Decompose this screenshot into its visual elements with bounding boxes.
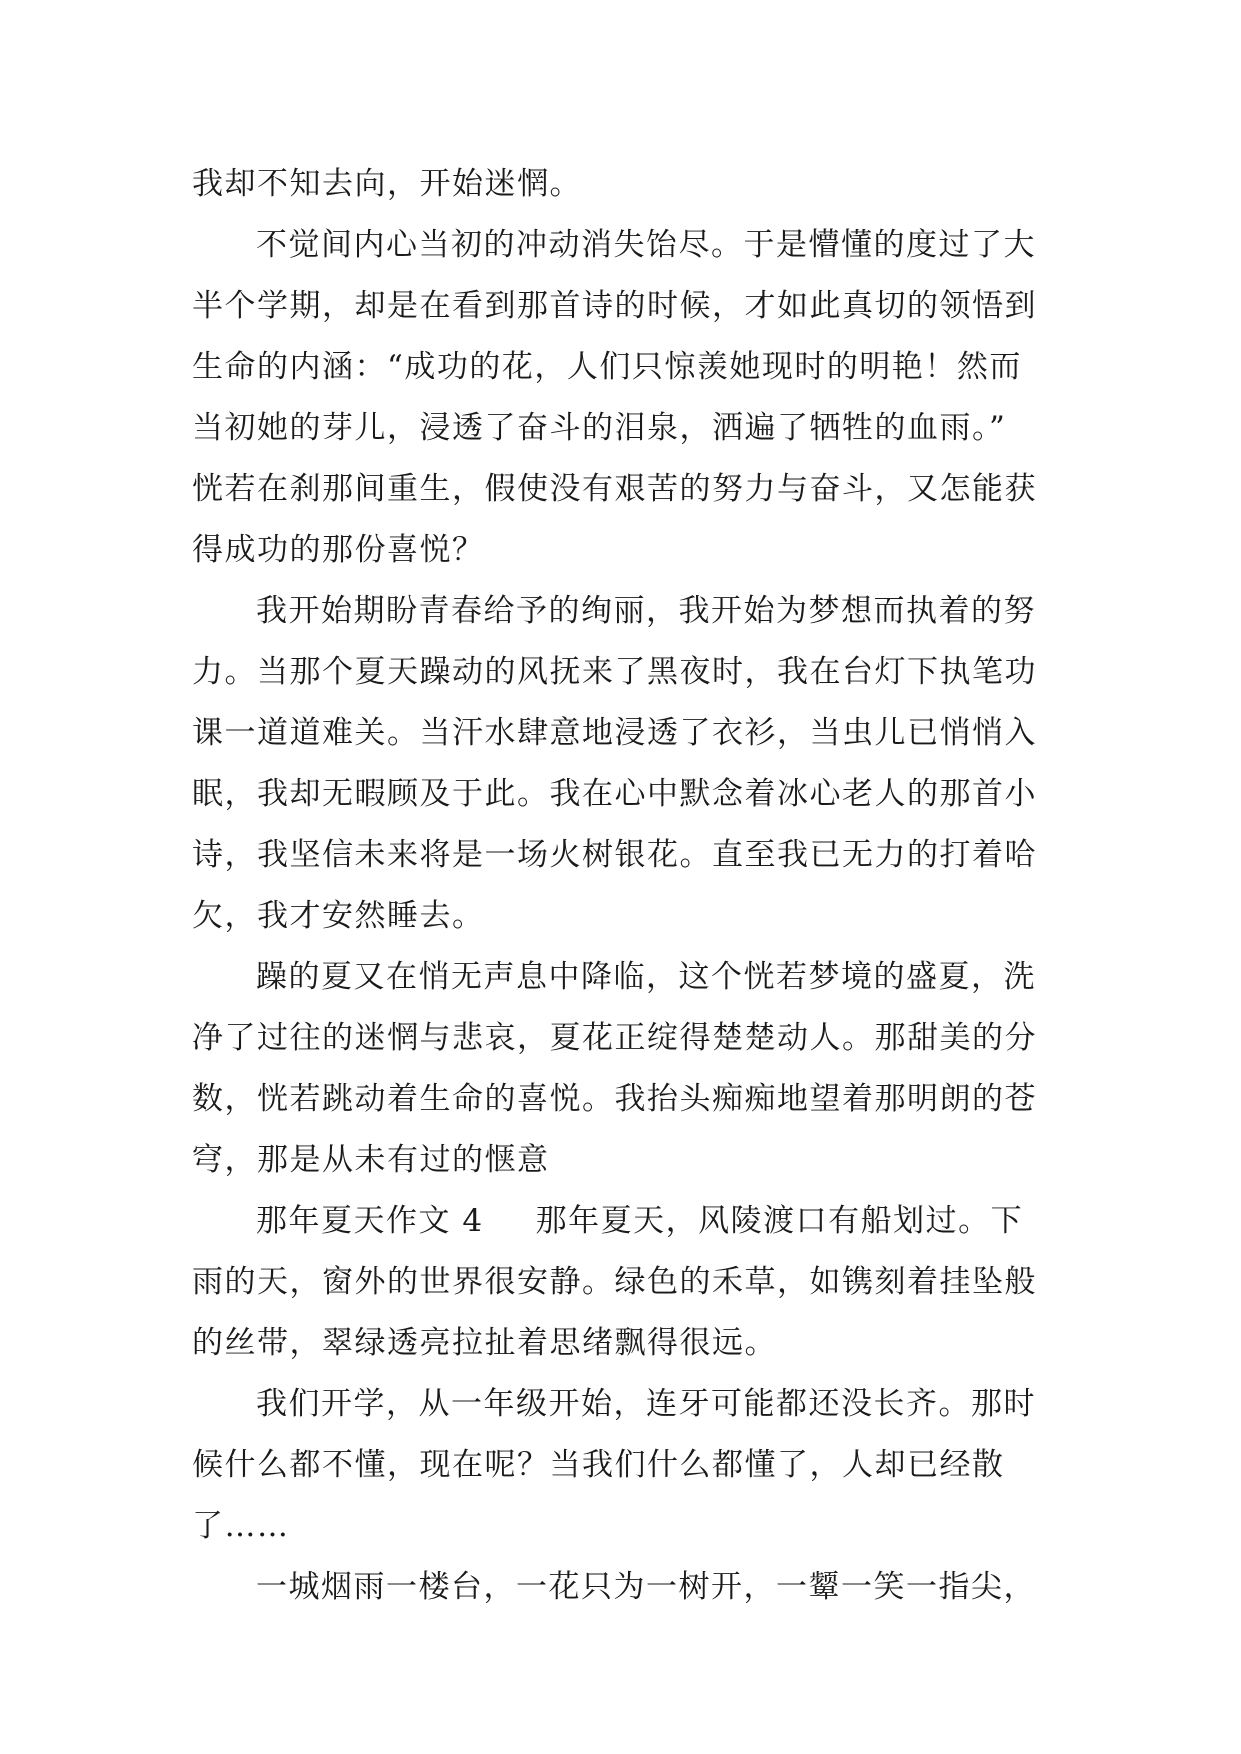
text-line: 力。当那个夏天躁动的风抚来了黑夜时，我在台灯下执笔功	[192, 654, 1037, 690]
text-line: 躁的夏又在悄无声息中降临，这个恍若梦境的盛夏，洗	[256, 959, 1036, 995]
text-line: 我却不知去向，开始迷惘。	[192, 166, 582, 202]
text-line: 诗，我坚信未来将是一场火树银花。直至我已无力的打着哈	[192, 837, 1037, 873]
text-line: 穹，那是从未有过的惬意	[192, 1142, 550, 1178]
text-line: 雨的天，窗外的世界很安静。绿色的禾草，如镌刻着挂坠般	[192, 1264, 1037, 1300]
text-line: 我们开学，从一年级开始，连牙可能都还没长齐。那时	[256, 1386, 1036, 1422]
text-line: 生命的内涵：“成功的花，人们只惊羡她现时的明艳！然而	[192, 349, 1022, 385]
text-line: 净了过往的迷惘与悲哀，夏花正绽得楚楚动人。那甜美的分	[192, 1020, 1037, 1056]
text-line: 候什么都不懂，现在呢？当我们什么都懂了，人却已经散	[192, 1447, 1005, 1483]
text-line: 欠，我才安然睡去。	[192, 898, 485, 934]
text-line: 一城烟雨一楼台，一花只为一树开，一颦一笑一指尖，	[256, 1569, 1036, 1605]
text-line: 眠，我却无暇顾及于此。我在心中默念着冰心老人的那首小	[192, 776, 1037, 812]
text-line: 半个学期，却是在看到那首诗的时候，才如此真切的领悟到	[192, 288, 1037, 324]
text-line: 的丝带，翠绿透亮拉扯着思绪飘得很远。	[192, 1325, 777, 1361]
text-line: 了……	[192, 1508, 290, 1544]
section-heading: 那年夏天作文 4	[256, 1203, 484, 1239]
text-line: 恍若在刹那间重生，假使没有艰苦的努力与奋斗，又怎能获	[192, 471, 1037, 507]
text-line: 当初她的芽儿，浸透了奋斗的泪泉，洒遍了牺牲的血雨。”	[192, 410, 1007, 446]
text-line: 得成功的那份喜悦？	[192, 532, 485, 568]
section-first-sentence: 那年夏天，风陵渡口有船划过。下	[535, 1203, 1024, 1239]
section-heading-line	[192, 1191, 1052, 1252]
text-line: 数，恍若跳动着生命的喜悦。我抬头痴痴地望着那明朗的苍	[192, 1081, 1037, 1117]
text-line: 不觉间内心当初的冲动消失饴尽。于是懵懂的度过了大	[256, 227, 1036, 263]
text-line: 课一道道难关。当汗水肆意地浸透了衣衫，当虫儿已悄悄入	[192, 715, 1037, 751]
document-body	[192, 154, 1052, 1618]
text-line: 我开始期盼青春给予的绚丽，我开始为梦想而执着的努	[256, 593, 1036, 629]
